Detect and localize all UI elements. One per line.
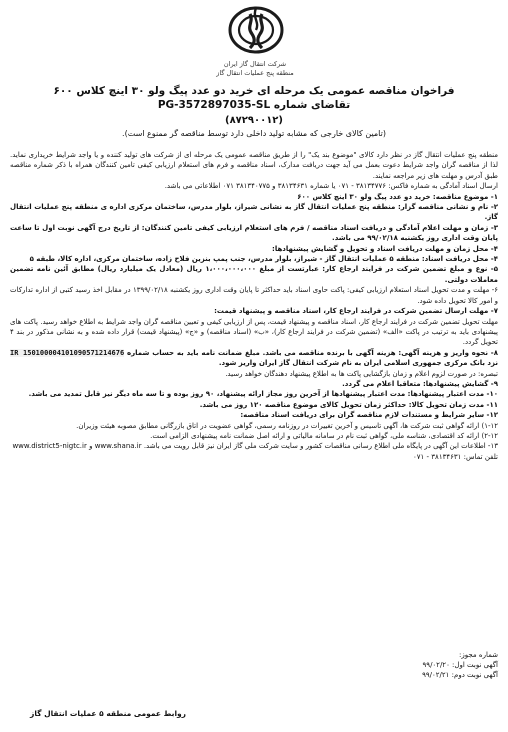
tender-code: (۸۷۲۹۰۰۱۲) bbox=[225, 115, 283, 126]
paragraph bbox=[10, 192, 498, 202]
bank-account-number: IR 150100004101090571214676 bbox=[10, 348, 125, 357]
paragraph-text: ۱۳- اطلاعات این آگهی در پایگاه ملی اطلاع رسانی مناقصات کشور و سایت شرکت ملی گاز ایران نیز قابل رویت می باشد. www.shana.ir و www.district5-nigtc.ir bbox=[12, 442, 498, 451]
paragraph-text: ۱۰- مدت اعتبار پیشنهادها: مدت اعتبار پیشنهادها از آخرین روز مجاز ارائه پیشنهاد، ۹۰ روز بوده و تا سه ماه دیگر نیز قابل تمدید می باشد. bbox=[28, 390, 498, 399]
paragraph bbox=[10, 150, 498, 181]
tender-number-line bbox=[20, 98, 488, 113]
paragraph-text: ۶- مهلت و مدت تحویل اسناد استعلام ارزیابی کیفی: پاکت حاوی اسناد باید حداکثر تا پایان وقت اداری روز یکشنبه ۱۳۹۹/۰۲/۱۸ در مقابل اخذ رسید کتبی از اداره تدارکات و امور کالا تحویل داده شود. bbox=[10, 286, 498, 305]
paragraph bbox=[10, 254, 498, 264]
paragraph bbox=[10, 244, 498, 254]
company-logo bbox=[214, 4, 298, 60]
paragraph-tail: نزد بانک مرکزی جمهوری اسلامی ایران به نام شرکت انتقال گاز ایران واریز شود. bbox=[218, 359, 498, 368]
paragraph bbox=[10, 400, 498, 410]
paragraph-text: ۳- زمان و مهلت اعلام آمادگی و دریافت اسناد مناقصه / فرم های استعلام ارزیابی کیفی تامین کنندگان: از تاریخ درج آگهی نوبت اول تا ساعت پایان وقت اداری روز یکشنبه ۹۹/۰۲/۱۸ می باشد. bbox=[10, 223, 498, 243]
paragraph-text: ۱۲- سایر شرایط و مستندات لازم مناقصه گران برای دریافت اسناد مناقصه: bbox=[240, 411, 498, 420]
paragraph bbox=[10, 389, 498, 399]
paragraph bbox=[10, 348, 498, 369]
title-block bbox=[20, 84, 488, 140]
paragraph-text: ۸- نحوه واریز و هزینه آگهی: هزینه آگهی با برنده مناقصه می باشد. مبلغ ضمانت نامه باید به حساب شماره bbox=[124, 348, 498, 357]
paragraph bbox=[10, 202, 498, 223]
supply-notice: (تامین کالای خارجی که مشابه تولید داخلی دارد توسط مناقصه گر ممنوع است). bbox=[122, 129, 386, 138]
first-ad-date: آگهی نوبت اول: ۹۹/۰۲/۲۰ bbox=[422, 661, 498, 669]
paragraph-text: ۵- نوع و مبلغ تضمین شرکت در فرایند ارجاع کار: عبارتست از مبلغ ۱،۰۰۰،۰۰۰،۰۰۰ ریال (معادل یک میلیارد ریال) مطابق آئین نامه تضمین معاملات دولتی. bbox=[10, 265, 498, 284]
paragraph-text: منطقه پنج عملیات انتقال گاز در نظر دارد کالای "موضوع بند یک" را از طریق مناقصه عمومی یک مرحله ای از شرکت های تولید کننده و یا واجد شرایط خریداری نماید. لذا از مناقصه گران واجد شرایط دعوت بعمل می آید جهت دریافت مدارک، اسناد مناقصه و فرم های استعلام ارزیابی کیفی تامین کنندگان همراه با ذکر شماره مناقصه طبق آدرس و مهلت های زیر مراجعه نمایند. bbox=[10, 151, 498, 180]
organization-caption bbox=[180, 60, 330, 78]
permit-label: شماره مجوز: bbox=[459, 651, 498, 659]
paragraph bbox=[10, 379, 498, 389]
tender-label: تقاضای شماره bbox=[273, 99, 351, 111]
paragraph bbox=[10, 369, 498, 379]
paragraph bbox=[10, 421, 498, 431]
paragraph bbox=[10, 264, 498, 285]
paragraph-text: ۱-۱۲) ارائه گواهی ثبت شرکت ها، آگهی تاسیس و آخرین تغییرات در روزنامه رسمی، گواهی عضویت در اتاق بازرگانی مطابق مصوبه هیئت وزیران. bbox=[76, 421, 498, 430]
paragraph bbox=[10, 431, 498, 441]
paragraph-text: ۹- گشایش پیشنهادها: متعاقبا اعلام می گردد. bbox=[342, 379, 498, 388]
paragraph bbox=[10, 285, 498, 306]
paragraph-text: ۱۱- مدت زمان تحویل کالا: حداکثر زمان تحویل کالای موضوع مناقصه ۱۲۰ روز می باشد. bbox=[199, 400, 498, 409]
paragraph bbox=[10, 223, 498, 244]
paragraph-text: ۲-۱۲) ارائه کد اقتصادی، شناسه ملی، گواهی ثبت نام در سامانه مالیاتی و ارائه اصل ضمانت نامه پیشنهادی الزامی است. bbox=[150, 431, 498, 440]
paragraph-text: ۴- محل دریافت اسناد: منطقه ۵ عملیات انتقال گاز - شیراز، بلوار مدرس، جنب پمپ بنزین فلاح زاده، ساختمان مرکزی، اداره کالا، طبقه ۵ bbox=[29, 255, 498, 264]
footer bbox=[10, 650, 498, 720]
paragraph-text: ارسال اسناد آمادگی به شماره فاکس: ۳۸۱۳۴۷۷۶ - ۰۷۱ یا شماره ۳۸۱۳۴۶۳۱ و ۳۸۱۳۴۰۷۷۵ ۰۷۱ اطلاعاتی می باشد. bbox=[164, 182, 498, 191]
org-name: شرکت انتقال گاز ایران bbox=[223, 60, 287, 68]
publication-dates bbox=[422, 650, 498, 680]
page-title: فراخوان مناقصه عمومی یک مرحله ای خرید دو عدد پیگ ولو ۳۰ اینچ کلاس ۶۰۰ bbox=[53, 85, 455, 97]
announcement-body bbox=[10, 150, 498, 462]
paragraph bbox=[10, 317, 498, 348]
paragraph-text: تلفن تماس: ۳۸۱۳۴۶۳۱ - ۰۷۱ bbox=[413, 452, 498, 461]
paragraph bbox=[10, 452, 498, 462]
paragraph-text: تبصره: در صورت لزوم اعلام و زمان بازگشایی پاکت ها به اطلاع پیشنهاد دهندگان خواهد رسید. bbox=[225, 369, 498, 378]
paragraph bbox=[10, 441, 498, 451]
org-district: منطقه پنج عملیات انتقال گاز bbox=[216, 69, 294, 77]
paragraph-text: ۴- محل زمان و مهلت دریافت اسناد و تحویل و گشایش پیشنهادها: bbox=[272, 244, 498, 253]
paragraph bbox=[10, 306, 498, 316]
paragraph-text: مهلت تحویل تضمین شرکت در فرایند ارجاع کار، اسناد مناقصه و پیشنهاد قیمت، پس از ارزیابی کیفی و تعیین مناقصه گران واجد شرایط به اطلاع خواهد رسید. پاکت های پیشنهادی باید به ترتیب در پاکت «الف» (تضمین شرکت در فرایند ارجاع کار)، «ب» (اسناد مناقصه) و «ج» (پیشنهاد قیمت) قرار داده شده و به نشانی مذکور در بند ۴ تحویل گردد. bbox=[10, 317, 498, 347]
second-ad-date: آگهی نوبت دوم: ۹۹/۰۲/۲۱ bbox=[422, 671, 498, 679]
tender-number: PG-3572897035-SL bbox=[157, 99, 271, 111]
paragraph bbox=[10, 410, 498, 420]
paragraph-text: ۱- موضوع مناقصه: خرید دو عدد پیگ ولو ۳۰ اینچ کلاس ۶۰۰ bbox=[297, 192, 498, 201]
paragraph bbox=[10, 181, 498, 191]
paragraph-text: ۲- نام و نشانی مناقصه گزار: منطقه پنج عملیات انتقال گاز به نشانی شیراز، بلوار مدرس، ساختمان مرکزی اداره ی منطقه پنج عملیات انتقال گاز. bbox=[10, 203, 498, 222]
public-relations-signature: روابط عمومی منطقه ۵ عملیات انتقال گاز bbox=[30, 709, 186, 718]
paragraph-text: ۷- مهلت ارسال تضمین شرکت در فرایند ارجاع کار، اسناد مناقصه و پیشنهاد قیمت: bbox=[214, 307, 498, 316]
